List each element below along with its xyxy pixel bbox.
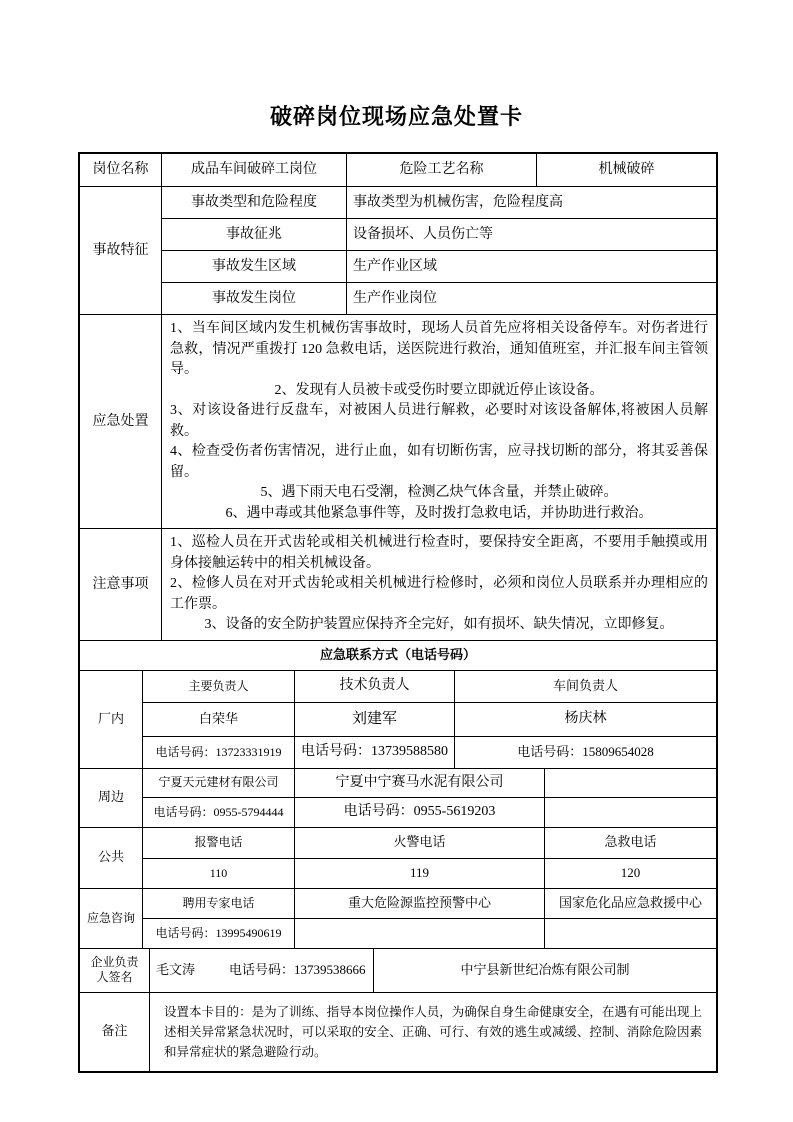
surrounding-label: 周边 bbox=[80, 769, 143, 828]
section-factory-contacts bbox=[80, 671, 716, 769]
position-name-label: 岗位名称 bbox=[80, 154, 162, 187]
response-item: 5、遇下雨天电石受潮，检测乙炔气体含量，并禁止破碎。 bbox=[260, 485, 618, 500]
surrounding-company-empty bbox=[545, 769, 716, 798]
factory-title: 车间负责人 bbox=[455, 671, 716, 703]
factory-phone: 电话号码：13739588580 bbox=[295, 737, 455, 769]
precaution-item: 1、巡检人员在开式齿轮或相关机械进行检查时，要保持安全距离，不要用手触摸或用身体接触运转中的相关机械设备。 bbox=[170, 535, 708, 571]
signature-label: 企业负责人签名 bbox=[80, 949, 150, 993]
surrounding-companies-row bbox=[143, 769, 716, 798]
response-item: 4、检查受伤者伤害情况，进行止血，如有切断伤害，应寻找切断的部分，将其妥善保留。 bbox=[170, 444, 708, 480]
feature-row bbox=[162, 187, 716, 219]
public-titles-row bbox=[143, 828, 716, 859]
factory-name: 白荣华 bbox=[143, 703, 295, 737]
public-number: 120 bbox=[545, 859, 716, 889]
section-surrounding-contacts bbox=[80, 769, 716, 828]
signature-phone: 电话号码：13739538666 bbox=[229, 961, 366, 977]
public-number: 110 bbox=[143, 859, 295, 889]
feature-value: 生产作业岗位 bbox=[347, 283, 716, 315]
factory-title: 技术负责人 bbox=[295, 671, 455, 703]
precaution-item: 2、检修人员在对开式齿轮或相关机械进行检修时，必须和岗位人员联系并办理相应的工作票。 bbox=[170, 576, 708, 612]
section-consultation bbox=[80, 889, 716, 949]
contact-header: 应急联系方式（电话号码） bbox=[80, 641, 716, 671]
emergency-response-label: 应急处置 bbox=[80, 315, 162, 529]
position-name-value: 成品车间破碎工岗位 bbox=[162, 154, 347, 187]
factory-name: 杨庆林 bbox=[455, 703, 716, 737]
emergency-response-content bbox=[162, 315, 716, 529]
remarks-content: 设置本卡目的：是为了训练、指导本岗位操作人员，为确保自身生命健康安全，在遇有可能出现上述相关异常紧急状况时，可以采取的安全、正确、可行、有效的逃生或减缓、控制、消除危险因素和异常症状的紧急避险行动。 bbox=[164, 1004, 702, 1059]
factory-phone: 电话号码：13723331919 bbox=[143, 737, 295, 769]
emergency-card-table bbox=[78, 152, 718, 1073]
consultation-phone: 电话号码：13995490619 bbox=[143, 919, 295, 949]
response-item: 2、发现有人员被卡或受伤时要立即就近停止该设备。 bbox=[274, 382, 604, 398]
public-title: 报警电话 bbox=[143, 828, 295, 859]
feature-key: 事故发生区域 bbox=[162, 251, 347, 283]
factory-names-row bbox=[143, 703, 716, 737]
feature-row bbox=[162, 251, 716, 283]
surrounding-company: 宁夏中宁赛马水泥有限公司 bbox=[295, 769, 545, 798]
surrounding-phone-empty bbox=[545, 798, 716, 828]
response-item: 3、对该设备进行反盘车，对被困人员进行解救，必要时对该设备解体,将被困人员解救。 bbox=[170, 403, 708, 439]
accident-features-label: 事故特征 bbox=[80, 187, 162, 315]
surrounding-phone: 电话号码：0955-5794444 bbox=[143, 798, 295, 828]
consultation-phone-empty bbox=[545, 919, 716, 949]
precautions-label: 注意事项 bbox=[80, 529, 162, 641]
feature-value: 设备损坏、人员伤亡等 bbox=[347, 219, 716, 251]
consultation-label: 应急咨询 bbox=[80, 889, 143, 949]
factory-phone: 电话号码：15809654028 bbox=[455, 737, 716, 769]
feature-value: 生产作业区域 bbox=[347, 251, 716, 283]
factory-title: 主要负责人 bbox=[143, 671, 295, 703]
feature-value: 事故类型为机械伤害，危险程度高 bbox=[347, 187, 716, 219]
issuer-company: 中宁县新世纪冶炼有限公司制 bbox=[374, 949, 716, 993]
remarks-label: 备注 bbox=[80, 993, 150, 1071]
signature-name: 毛文涛 bbox=[156, 961, 196, 977]
section-public-numbers bbox=[80, 828, 716, 889]
row-position bbox=[80, 154, 716, 187]
public-title: 急救电话 bbox=[545, 828, 716, 859]
feature-key: 事故发生岗位 bbox=[162, 283, 347, 315]
remarks-content-cell bbox=[150, 993, 716, 1071]
public-title: 火警电话 bbox=[295, 828, 545, 859]
public-label: 公共 bbox=[80, 828, 143, 889]
feature-row bbox=[162, 283, 716, 315]
consultation-title: 聘用专家电话 bbox=[143, 889, 295, 919]
factory-titles-row bbox=[143, 671, 716, 703]
row-contact-header bbox=[80, 641, 716, 671]
consultation-titles-row bbox=[143, 889, 716, 919]
public-number: 119 bbox=[295, 859, 545, 889]
hazard-process-value: 机械破碎 bbox=[537, 154, 716, 187]
feature-row bbox=[162, 219, 716, 251]
row-remarks bbox=[80, 993, 716, 1071]
section-precautions bbox=[80, 529, 716, 641]
consultation-title: 重大危险源监控预警中心 bbox=[295, 889, 545, 919]
surrounding-company: 宁夏天元建材有限公司 bbox=[143, 769, 295, 798]
hazard-process-label: 危险工艺名称 bbox=[347, 154, 537, 187]
surrounding-phones-row bbox=[143, 798, 716, 828]
row-signature bbox=[80, 949, 716, 993]
consultation-phones-row bbox=[143, 919, 716, 949]
consultation-phone-empty bbox=[295, 919, 545, 949]
precautions-content bbox=[162, 529, 716, 641]
document-title: 破碎岗位现场应急处置卡 bbox=[269, 104, 523, 129]
section-accident-features bbox=[80, 187, 716, 315]
feature-key: 事故类型和危险程度 bbox=[162, 187, 347, 219]
factory-name: 刘建军 bbox=[295, 703, 455, 737]
feature-key: 事故征兆 bbox=[162, 219, 347, 251]
consultation-title: 国家危化品应急救援中心 bbox=[545, 889, 716, 919]
factory-label: 厂内 bbox=[80, 671, 143, 769]
precaution-item: 3、设备的安全防护装置应保持齐全完好，如有损坏、缺失情况，立即修复。 bbox=[204, 617, 674, 632]
section-emergency-response bbox=[80, 315, 716, 529]
signature-value bbox=[150, 949, 374, 993]
response-item: 1、当车间区域内发生机械伤害事故时，现场人员首先应将相关设备停车。对伤者进行急救，情况严重拨打 120 急救电话，送医院进行救治，通知值班室，并汇报车间主管领导。 bbox=[170, 321, 708, 377]
response-item: 6、遇中毒或其他紧急事件等，及时拨打急救电话，并协助进行救治。 bbox=[225, 505, 653, 521]
factory-phones-row bbox=[143, 737, 716, 769]
public-numbers-row bbox=[143, 859, 716, 889]
surrounding-phone: 电话号码：0955-5619203 bbox=[295, 798, 545, 828]
